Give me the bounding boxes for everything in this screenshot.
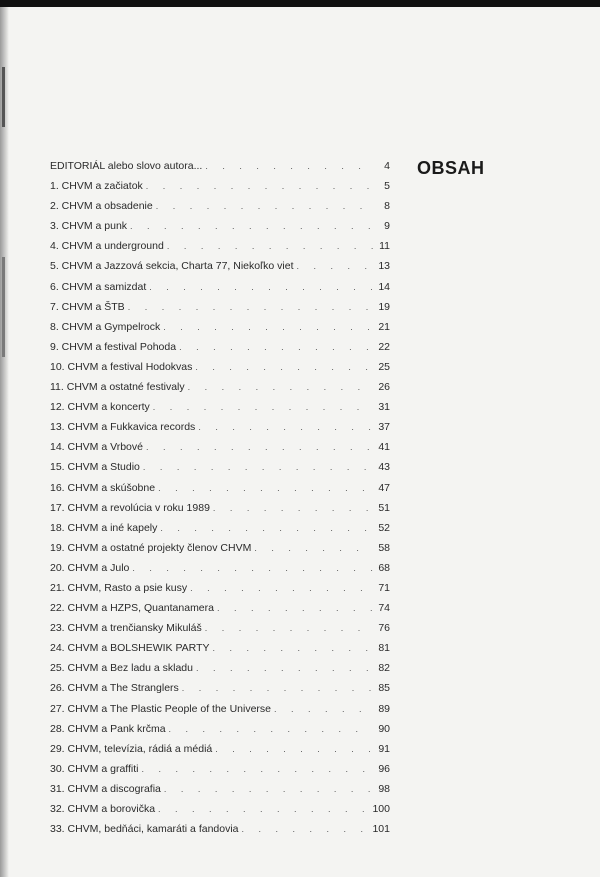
toc-entry	[50, 482, 390, 502]
toc-entry-page: 81	[378, 642, 390, 655]
toc-entry-page: 47	[378, 481, 390, 494]
edge-shadow-mark	[2, 67, 5, 127]
toc-entry-label: 31. CHVM a discografia	[50, 782, 161, 795]
dot-leader	[195, 362, 373, 372]
toc-entry-page: 89	[378, 702, 390, 715]
dot-leader	[143, 462, 373, 472]
dot-leader	[167, 241, 373, 251]
toc-entry-label: 21. CHVM, Rasto a psie kusy	[50, 581, 188, 594]
toc-entry	[50, 421, 390, 441]
dot-leader	[130, 221, 373, 231]
toc-entry	[50, 743, 390, 763]
dot-leader	[198, 422, 373, 432]
dot-leader	[274, 704, 373, 714]
toc-entry	[50, 823, 390, 843]
toc-entry	[50, 401, 390, 421]
toc-entry	[50, 160, 390, 180]
toc-entry-page: 52	[378, 521, 390, 534]
dot-leader	[146, 181, 373, 191]
toc-entry-label: 18. CHVM a iné kapely	[50, 521, 158, 534]
toc-entry-page: 9	[384, 220, 390, 233]
dot-leader	[158, 804, 369, 814]
toc-entry-page: 5	[384, 180, 390, 193]
toc-entry-label: 5. CHVM a Jazzová sekcia, Charta 77, Niekoľko viet	[50, 260, 294, 273]
toc-entry	[50, 582, 390, 602]
binding-edge	[0, 7, 9, 877]
toc-entry-page: 14	[378, 280, 390, 293]
toc-entry-label: 11. CHVM a ostatné festivaly	[50, 381, 185, 394]
toc-entry-page: 31	[378, 401, 390, 414]
toc-entry-label: 24. CHVM a BOLSHEWIK PARTY	[50, 642, 210, 655]
toc-entry-page: 41	[378, 441, 390, 454]
toc-entry-label: 26. CHVM a The Stranglers	[50, 682, 179, 695]
toc-entry-label: 17. CHVM a revolúcia v roku 1989	[50, 501, 210, 514]
dot-leader	[297, 261, 374, 271]
toc-entry	[50, 260, 390, 280]
toc-entry	[50, 642, 390, 662]
dot-leader	[128, 302, 373, 312]
toc-entry	[50, 220, 390, 240]
toc-entry-page: 25	[378, 360, 390, 373]
dot-leader	[217, 603, 373, 613]
toc-entry-label: 22. CHVM a HZPS, Quantanamera	[50, 602, 214, 615]
toc-entry-page: 98	[378, 782, 390, 795]
dot-leader	[132, 563, 373, 573]
toc-entry-label: 12. CHVM a koncerty	[50, 401, 150, 414]
toc-entry-label: EDITORIÁL alebo slovo autora...	[50, 160, 203, 172]
dot-leader	[146, 442, 373, 452]
toc-entry	[50, 723, 390, 743]
toc-entry-label: 2. CHVM a obsadenie	[50, 200, 153, 213]
toc-entry-page: 43	[378, 461, 390, 474]
toc-entry	[50, 662, 390, 682]
toc-entry	[50, 562, 390, 582]
toc-entry	[50, 502, 390, 522]
toc-entry	[50, 441, 390, 461]
toc-entry-page: 90	[378, 722, 390, 735]
toc-entry	[50, 602, 390, 622]
dot-leader	[142, 764, 373, 774]
toc-entry-label: 9. CHVM a festival Pohoda	[50, 340, 177, 353]
toc-entry-label: 14. CHVM a Vrbové	[50, 441, 143, 454]
toc-entry-page: 58	[378, 541, 390, 554]
toc-entry-label: 32. CHVM a borovička	[50, 803, 156, 815]
toc-entry-page: 101	[372, 823, 390, 836]
toc-entry	[50, 301, 390, 321]
toc-entry-page: 68	[378, 561, 390, 574]
toc-entry-label: 29. CHVM, televízia, rádiá a médiá	[50, 742, 213, 755]
toc-entry-label: 25. CHVM a Bez ladu a skladu	[50, 662, 193, 675]
toc-entry	[50, 321, 390, 341]
toc-entry-page: 37	[378, 421, 390, 434]
dot-leader	[254, 543, 373, 553]
toc-entry-label: 7. CHVM a ŠTB	[50, 300, 125, 313]
toc-entry-page: 76	[378, 622, 390, 635]
toc-entry-label: 4. CHVM a underground	[50, 240, 164, 253]
toc-entry-label: 27. CHVM a The Plastic People of the Universe	[50, 702, 271, 715]
toc-entry	[50, 682, 390, 702]
dot-leader	[188, 382, 373, 392]
toc-entry	[50, 200, 390, 220]
edge-shadow-mark	[2, 257, 5, 357]
dot-leader	[213, 503, 373, 513]
toc-entry-label: 10. CHVM a festival Hodokvas	[50, 360, 193, 373]
toc-entry-label: 16. CHVM a skúšobne	[50, 481, 156, 494]
dot-leader	[164, 784, 373, 794]
dot-leader	[205, 161, 373, 171]
toc-entry-page: 4	[384, 160, 390, 172]
toc-entry-label: 3. CHVM a punk	[50, 220, 128, 233]
toc-entry	[50, 803, 390, 823]
toc-entry-page: 85	[378, 682, 390, 695]
dot-leader	[163, 322, 373, 332]
dot-leader	[160, 523, 373, 533]
toc-entry	[50, 281, 390, 301]
dot-leader	[158, 483, 373, 493]
page-top-edge	[0, 0, 600, 7]
toc-entry	[50, 461, 390, 481]
toc-entry-page: 82	[378, 662, 390, 675]
dot-leader	[153, 402, 373, 412]
toc-entry-page: 8	[384, 200, 390, 213]
dot-leader	[242, 824, 370, 834]
toc-entry	[50, 180, 390, 200]
toc-entry-label: 30. CHVM a graffiti	[50, 762, 139, 775]
dot-leader	[156, 201, 373, 211]
toc-entry	[50, 542, 390, 562]
toc-entry-label: 33. CHVM, bedňáci, kamaráti a fandovia	[50, 823, 239, 836]
table-of-contents	[50, 160, 390, 843]
toc-entry-label: 6. CHVM a samizdat	[50, 280, 147, 293]
dot-leader	[149, 282, 373, 292]
dot-leader	[169, 724, 373, 734]
toc-entry-page: 100	[372, 803, 390, 815]
toc-entry-label: 20. CHVM a Julo	[50, 561, 130, 574]
toc-entry	[50, 240, 390, 260]
toc-entry-label: 28. CHVM a Pank krčma	[50, 722, 166, 735]
toc-entry-page: 13	[378, 260, 390, 273]
dot-leader	[190, 583, 373, 593]
toc-entry	[50, 703, 390, 723]
toc-entry-page: 22	[378, 340, 390, 353]
toc-entry-page: 91	[378, 742, 390, 755]
toc-entry-page: 11	[379, 240, 390, 253]
toc-entry-page: 96	[378, 762, 390, 775]
toc-entry-page: 21	[378, 320, 390, 333]
toc-entry-page: 51	[378, 501, 390, 514]
toc-entry-page: 74	[378, 602, 390, 615]
dot-leader	[182, 683, 373, 693]
toc-entry	[50, 763, 390, 783]
toc-entry	[50, 622, 390, 642]
toc-entry-page: 71	[378, 581, 390, 594]
dot-leader	[179, 342, 373, 352]
toc-entry-label: 15. CHVM a Studio	[50, 461, 140, 474]
page-title: OBSAH	[417, 158, 485, 178]
dot-leader	[213, 643, 374, 653]
toc-entry-page: 26	[378, 381, 390, 394]
toc-entry-label: 23. CHVM a trenčiansky Mikuláš	[50, 622, 202, 635]
toc-entry	[50, 783, 390, 803]
toc-entry-label: 19. CHVM a ostatné projekty členov CHVM	[50, 541, 252, 554]
dot-leader	[196, 663, 373, 673]
toc-entry-label: 13. CHVM a Fukkavica records	[50, 421, 196, 434]
dot-leader	[205, 623, 373, 633]
toc-entry-label: 8. CHVM a Gympelrock	[50, 320, 161, 333]
toc-entry-page: 19	[378, 300, 390, 313]
dot-leader	[215, 744, 373, 754]
toc-entry	[50, 361, 390, 381]
toc-entry	[50, 522, 390, 542]
toc-entry	[50, 381, 390, 401]
toc-entry	[50, 341, 390, 361]
toc-entry-label: 1. CHVM a začiatok	[50, 180, 143, 193]
